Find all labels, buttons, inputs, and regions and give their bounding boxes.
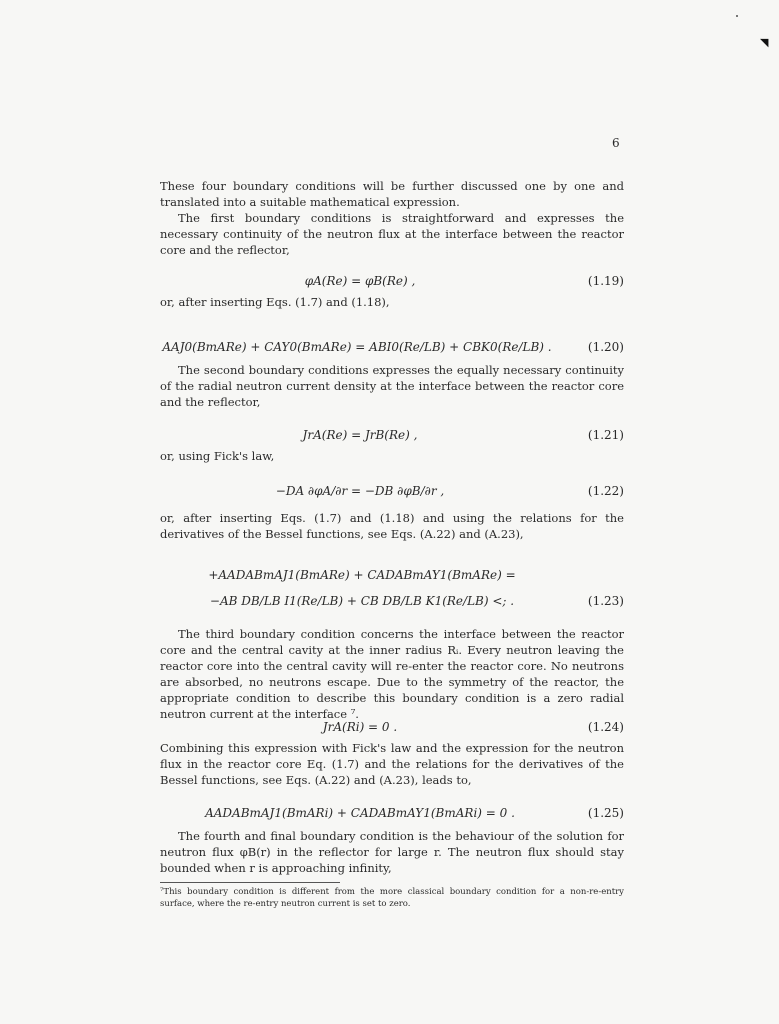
- equation-expression: AAJ0(BmARe) + CAY0(BmARe) = ABI0(Re/LB) + CBK0(Re/LB) .: [162, 340, 552, 354]
- equation-number: (1.24): [587, 720, 624, 734]
- equation-1-24: [160, 718, 624, 736]
- equation-1-23-line1: [160, 566, 624, 584]
- equation-1-20: [160, 338, 624, 356]
- equation-1-25: [160, 804, 624, 822]
- footnote-rule: [160, 882, 340, 883]
- paragraph-ficks-law: or, using Fick's law,: [160, 449, 275, 463]
- equation-1-22: [160, 482, 624, 500]
- equation-number: (1.19): [587, 274, 624, 288]
- paragraph-first-condition: The first boundary conditions is straightforward and expresses the necessary continuity of the neutron flux at the interface between the reactor core and the reflector,: [160, 211, 624, 257]
- equation-1-23-line2: [160, 592, 624, 610]
- equation-expression: −DA ∂φA/∂r = −DB ∂φB/∂r ,: [275, 484, 445, 498]
- equation-number: (1.22): [587, 484, 624, 498]
- paragraph-after-insert: or, after inserting Eqs. (1.7) and (1.18),: [160, 295, 390, 309]
- equation-expression: JrA(Ri) = 0 .: [322, 720, 398, 734]
- equation-expression: +AADABmAJ1(BmARe) + CADABmAY1(BmARe) =: [208, 568, 516, 582]
- equation-number: (1.21): [587, 428, 624, 442]
- equation-expression: φA(Re) = φB(Re) ,: [304, 274, 416, 288]
- paragraph-second-condition: The second boundary conditions expresses the equally necessary continuity of the radial neutron current density at the interface between the reactor core and the reflector,: [160, 363, 624, 409]
- corner-mark: ◥: [760, 36, 769, 49]
- equation-expression: AADABmAJ1(BmARi) + CADABmAY1(BmARi) = 0 .: [205, 806, 515, 820]
- equation-1-19: [160, 272, 624, 290]
- equation-expression: JrA(Re) = JrB(Re) ,: [302, 428, 418, 442]
- footnote-7: ⁷This boundary condition is different from the more classical boundary condition for a non-re-entry surface, where the re-entry neutron current is set to zero.: [160, 887, 624, 909]
- page-number: 6: [612, 136, 620, 150]
- paragraph-intro: These four boundary conditions will be further discussed one by one and translated into a suitable mathematical expression.: [160, 179, 624, 209]
- paragraph-fourth-condition: The fourth and final boundary condition is the behaviour of the solution for neutron flux φB(r) in the reflector for large r. The neutron flux should stay bounded when r is approaching infinity,: [160, 829, 624, 875]
- paragraph-third-condition: The third boundary condition concerns the interface between the reactor core and the central cavity at the inner radius Rᵢ. Every neutron leaving the reactor core into the central cavity will re-enter the reactor core. No neutrons are absorbed, no neutrons escape. Due to the symmetry of the reactor, the appropriate condition to describe this boundary condition is a zero radial neutron current at the interface ⁷.: [160, 627, 624, 721]
- scan-speck: [736, 15, 738, 17]
- equation-expression: −AB DB/LB I1(Re/LB) + CB DB/LB K1(Re/LB) <; .: [209, 594, 515, 608]
- equation-number: (1.20): [587, 340, 624, 354]
- paragraph-combining: Combining this expression with Fick's law and the expression for the neutron flux in the reactor core Eq. (1.7) and the relations for the derivatives of the Bessel functions, see Eqs. (A.22) and (A.23), leads to,: [160, 741, 624, 787]
- equation-number: (1.23): [587, 594, 624, 608]
- equation-number: (1.25): [587, 806, 624, 820]
- equation-1-21: [160, 426, 624, 444]
- paragraph-bessel-relations: or, after inserting Eqs. (1.7) and (1.18) and using the relations for the derivatives of the Bessel functions, see Eqs. (A.22) and (A.23),: [160, 511, 624, 541]
